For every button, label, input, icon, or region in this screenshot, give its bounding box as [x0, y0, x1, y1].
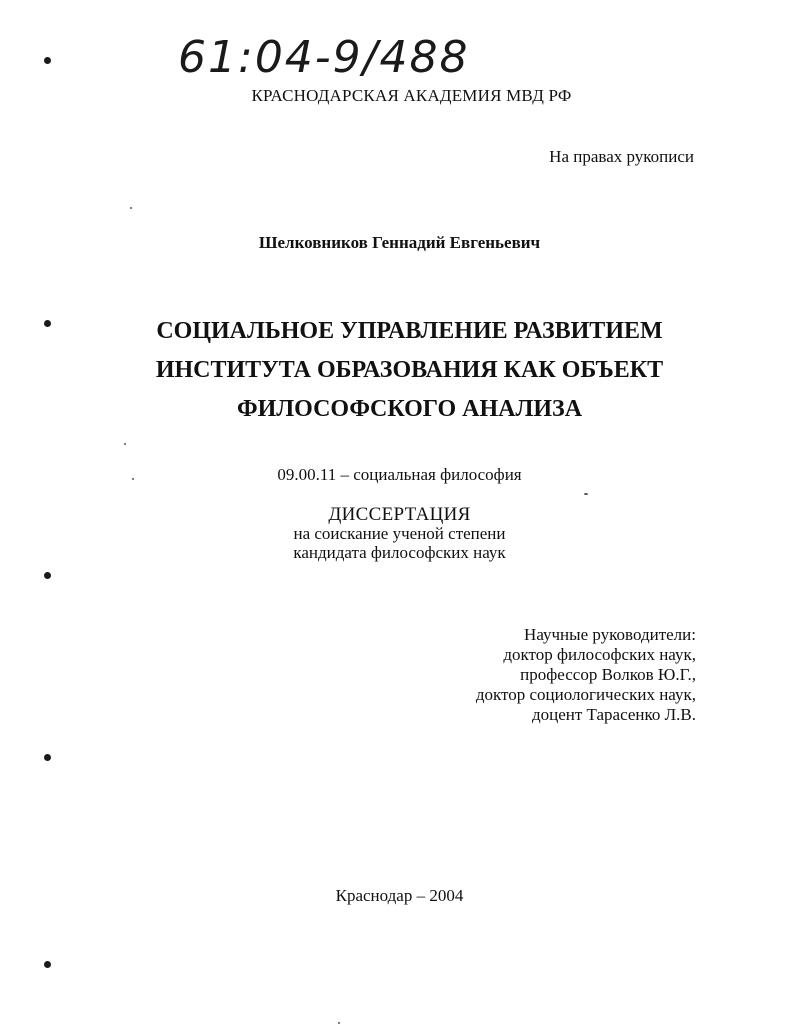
supervisors-heading: Научные руководители:	[524, 625, 696, 644]
title-line-3: ФИЛОСОФСКОГО АНАЛИЗА	[236, 396, 583, 422]
thesis-degree-line-1: на соискание ученой степени	[293, 524, 506, 543]
thesis-type: ДИССЕРТАЦИЯ	[328, 504, 471, 525]
thesis-description	[0, 505, 799, 562]
punch-hole-mark	[44, 320, 51, 327]
scan-speck	[130, 207, 132, 209]
author-name: Шелковников Геннадий Евгеньевич	[258, 233, 541, 252]
scan-speck	[132, 478, 134, 480]
specialty-code: 09.00.11 – социальная философия	[277, 465, 522, 484]
punch-hole-mark	[44, 754, 51, 761]
scan-speck	[338, 1022, 340, 1024]
handwritten-note-text: 61:04-9/488	[178, 32, 470, 83]
punch-hole-mark	[44, 57, 51, 64]
supervisor-line: профессор Волков Ю.Г.,	[520, 665, 696, 684]
supervisor-line: доктор социологических наук,	[475, 685, 696, 704]
city-and-year: Краснодар – 2004	[335, 886, 464, 905]
rights-notice: На правах рукописи	[549, 147, 694, 166]
title-line-1: СОЦИАЛЬНОЕ УПРАВЛЕНИЕ РАЗВИТИЕМ	[156, 318, 663, 344]
scan-speck	[584, 493, 588, 495]
punch-hole-mark	[44, 961, 51, 968]
punch-hole-mark	[44, 572, 51, 579]
title-line-2: ИНСТИТУТА ОБРАЗОВАНИЯ КАК ОБЪЕКТ	[155, 357, 664, 383]
handwritten-note-svg	[178, 28, 478, 88]
supervisors-block	[476, 625, 696, 725]
dissertation-title	[0, 312, 799, 429]
institution-name: КРАСНОДАРСКАЯ АКАДЕМИЯ МВД РФ	[251, 86, 572, 105]
supervisor-line: доктор философских наук,	[503, 645, 696, 664]
thesis-degree-line-2: кандидата философских наук	[293, 543, 506, 562]
supervisor-line: доцент Тарасенко Л.В.	[531, 705, 696, 724]
handwritten-archive-number	[178, 28, 478, 88]
scan-speck	[124, 443, 126, 445]
